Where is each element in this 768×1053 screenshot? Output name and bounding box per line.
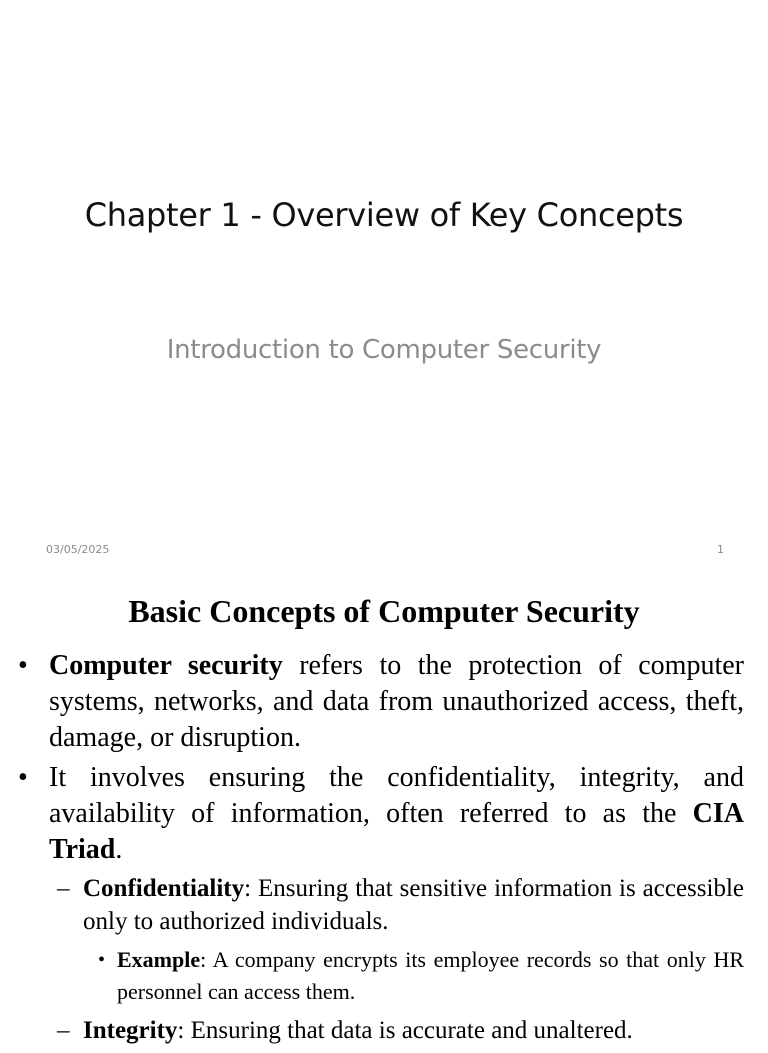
bullet-list — [0, 648, 768, 1053]
sub-bullet-item — [57, 1014, 744, 1047]
bullet-term: CIA Triad — [49, 798, 744, 865]
slide-title: Chapter 1 - Overview of Key Concepts — [84, 196, 684, 234]
bullet-term: Computer security — [49, 650, 283, 681]
bullet-icon: • — [18, 762, 28, 793]
bullet-item — [18, 760, 744, 868]
sub-bullet-text: : Ensuring that sensitive information is accessible only to authorized individuals. — [83, 875, 744, 935]
bullet-text: refers to the protection of computer systems, networks, and data from unauthorized access, theft, damage, or disruption. — [49, 650, 744, 753]
slide-subtitle: Introduction to Computer Security — [166, 335, 602, 365]
content-slide — [0, 576, 768, 1044]
sub-bullet-term: Integrity — [83, 1017, 178, 1044]
dash-icon: – — [57, 875, 70, 902]
sub-bullet-term: Confidentiality — [83, 875, 245, 902]
sub-bullet-item — [57, 872, 744, 938]
example-text: : A company encrypts its employee records so that only HR personnel can access them. — [117, 947, 744, 1004]
bullet-text-end: . — [115, 834, 123, 865]
content-slide-title: Basic Concepts of Computer Security — [128, 593, 640, 629]
example-term: Example — [117, 947, 201, 972]
slide-date: 03/05/2025 — [46, 543, 110, 556]
sub-sub-bullet-item — [98, 944, 744, 1008]
bullet-icon: • — [98, 949, 106, 971]
sub-bullet-text: : Ensuring that data is accurate and unaltered. — [177, 1017, 633, 1044]
dash-icon: – — [57, 1017, 70, 1044]
slide-number: 1 — [717, 543, 724, 556]
bullet-text: It involves ensuring the confidentiality, integrity, and availability of information, often referred to as the — [49, 762, 744, 829]
bullet-icon: • — [18, 650, 28, 681]
bullet-item — [18, 648, 744, 756]
